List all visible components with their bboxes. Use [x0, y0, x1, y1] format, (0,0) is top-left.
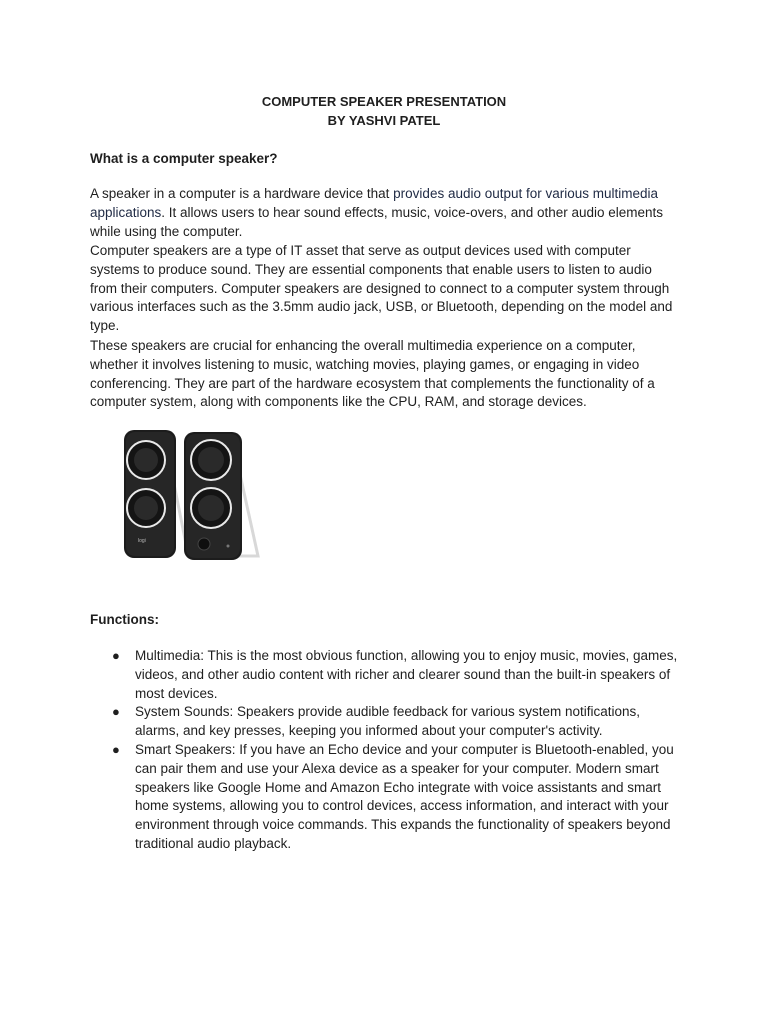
paragraph-intro-end: . It allows users to hear sound effects, music, voice-overs, and other audio elements while using the computer. [90, 204, 664, 239]
speakers-image [118, 426, 266, 566]
section-heading-functions: Functions: [90, 612, 159, 627]
paragraph-intro-highlight: provides audio output for various multimedia applications [90, 186, 659, 220]
document-title: COMPUTER SPEAKER PRESENTATION [261, 94, 507, 109]
bullet-icon: ● [112, 704, 120, 720]
functions-list [90, 647, 690, 854]
paragraph-intro-start: A speaker in a computer is a hardware device that [90, 186, 394, 201]
section-heading-what: What is a computer speaker? [90, 151, 278, 166]
list-item [90, 647, 685, 703]
document-author: BY YASHVI PATEL [327, 113, 441, 128]
list-item-text: Smart Speakers: If you have an Echo device and your computer is Bluetooth-enabled, you can pair them and use your Alexa device as a speaker for your computer. Modern smart speakers like Google Home and Amazon Echo integrate with voice assistants and smart home systems, allowing you to control devices, access information, and interact with your environment through voice commands. This expands the functionality of speakers beyond traditional audio playback. [135, 741, 674, 851]
bullet-icon: ● [112, 741, 120, 757]
list-item [90, 703, 685, 741]
speaker-logo: logi [138, 538, 146, 544]
bullet-icon: ● [112, 648, 120, 663]
list-item-text: System Sounds: Speakers provide audible feedback for various system notifications, alarms, and key presses, keeping you informed about your computer's activity. [135, 704, 641, 739]
paragraph-intro [90, 185, 682, 241]
list-item-text: Multimedia: This is the most obvious function, allowing you to enjoy music, movies, games, videos, and other audio content with richer and clearer sound than the built-in speakers of most devices. [135, 648, 678, 701]
list-item [90, 741, 685, 854]
paragraph-definition: Computer speakers are a type of IT asset that serve as output devices used with computer systems to produce sound. They are essential components that enable users to listen to audio from their computers. Computer speakers are designed to connect to a computer system through various interfaces such as the 3.5mm audio jack, USB, or Bluetooth, depending on the model and type. [90, 243, 673, 334]
paragraph-importance: These speakers are crucial for enhancing the overall multimedia experience on a computer, whether it involves listening to music, watching movies, playing games, or engaging in video conferencing. They are part of the hardware ecosystem that complements the functionality of a computer system, along with components like the CPU, RAM, and storage devices. [90, 338, 655, 410]
